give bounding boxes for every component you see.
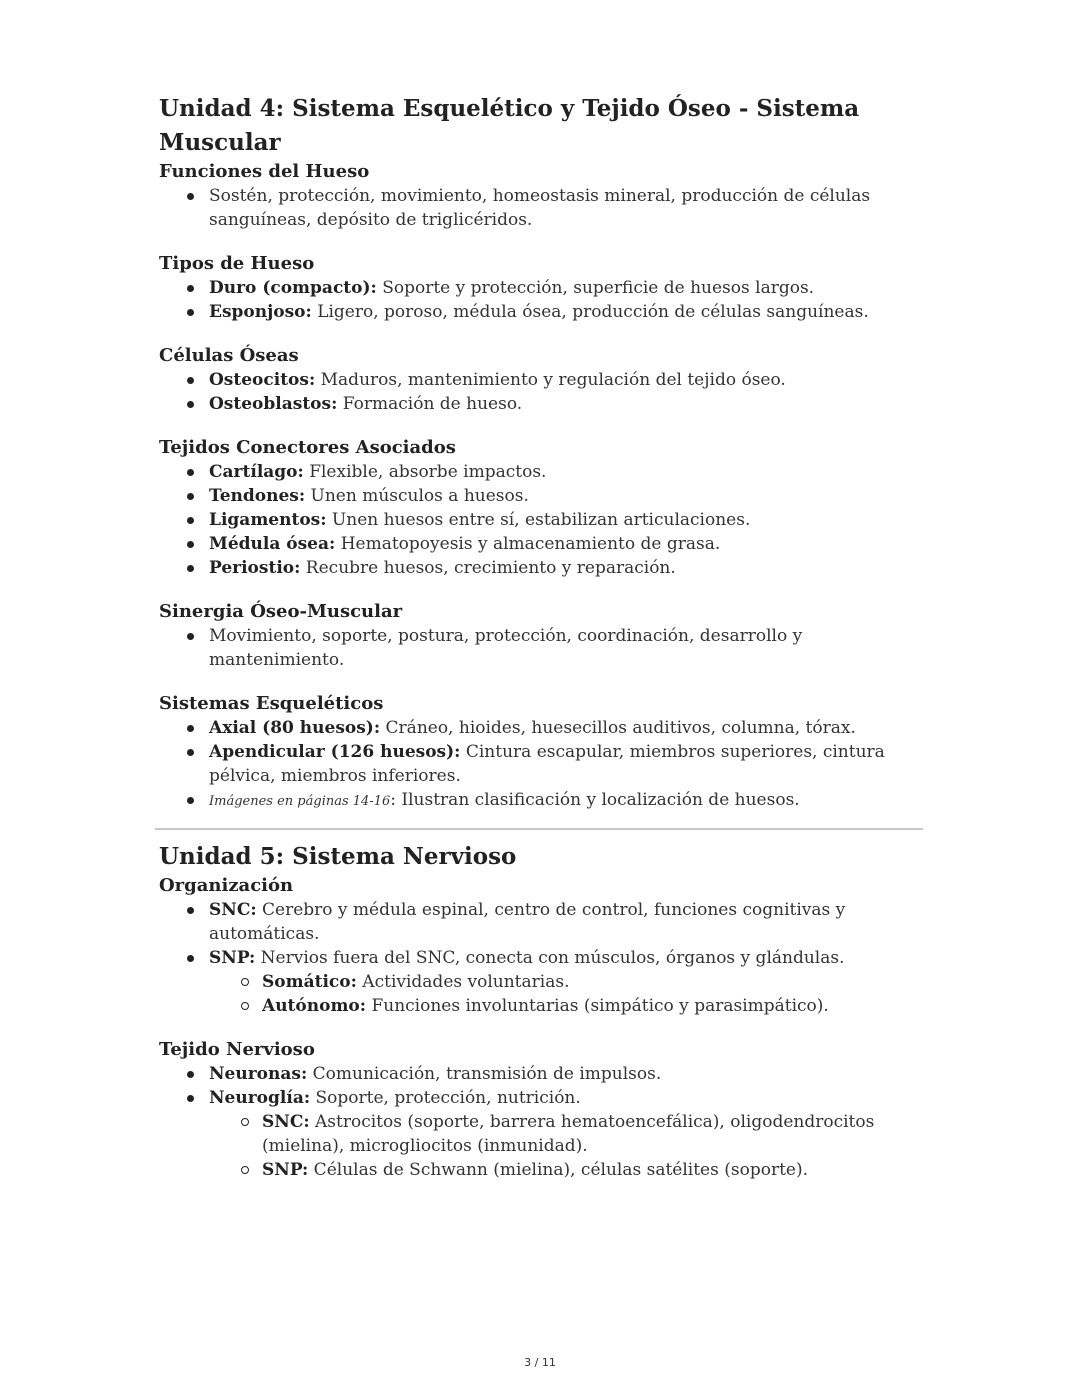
list-item: Imágenes en páginas 14-16: Ilustran clasificación y localización de huesos. bbox=[159, 788, 929, 814]
item-label: Médula ósea: bbox=[209, 534, 336, 554]
item-label: SNC: bbox=[209, 900, 257, 920]
celulas-list bbox=[159, 368, 929, 416]
list-item: Neuronas: Comunicación, transmisión de impulsos. bbox=[159, 1062, 929, 1086]
item-label: Tendones: bbox=[209, 486, 306, 506]
list-item: Apendicular (126 huesos): Cintura escapular, miembros superiores, cintura pélvica, miembros inferiores. bbox=[159, 740, 929, 788]
sub-list-item: SNC: Astrocitos (soporte, barrera hematoencefálica), oligodendrocitos (mielina), microgliocitos (inmunidad). bbox=[209, 1110, 929, 1158]
item-label: Somático: bbox=[262, 972, 357, 992]
sub-list-item: Somático: Actividades voluntarias. bbox=[209, 970, 929, 994]
section-heading-funciones: Funciones del Hueso bbox=[159, 161, 370, 182]
tejidos-list bbox=[159, 460, 929, 580]
item-label: Cartílago: bbox=[209, 462, 304, 482]
item-label: Neuroglía: bbox=[209, 1088, 311, 1108]
item-label: Esponjoso: bbox=[209, 302, 312, 322]
list-item: Axial (80 huesos): Cráneo, hioides, huesecillos auditivos, columna, tórax. bbox=[159, 716, 929, 740]
item-label: SNP: bbox=[209, 948, 256, 968]
item-label: Periostio: bbox=[209, 558, 301, 578]
page-number: 3 / 11 bbox=[524, 1356, 556, 1369]
sub-list-item: Autónomo: Funciones involuntarias (simpático y parasimpático). bbox=[209, 994, 929, 1018]
sinergia-list bbox=[159, 624, 929, 672]
item-label: Ligamentos: bbox=[209, 510, 327, 530]
item-label: Neuronas: bbox=[209, 1064, 308, 1084]
list-item: Osteoblastos: Formación de hueso. bbox=[159, 392, 929, 416]
unit5-title: Unidad 5: Sistema Nervioso bbox=[159, 843, 517, 870]
list-item: Neuroglía: Soporte, protección, nutrición. SNC: Astrocitos (soporte, barrera hematoencefálica), oligodendrocitos (mielina), microgliocitos (inmunidad). SNP: Células de Schwann (mielina), células satélites (soporte). bbox=[159, 1086, 929, 1182]
tejido-nervioso-list bbox=[159, 1062, 929, 1182]
list-item: Tendones: Unen músculos a huesos. bbox=[159, 484, 929, 508]
neuroglia-sublist bbox=[209, 1110, 929, 1182]
item-label: SNP: bbox=[262, 1160, 309, 1180]
item-label: Duro (compacto): bbox=[209, 278, 377, 298]
funciones-list bbox=[159, 184, 929, 232]
list-item: Sostén, protección, movimiento, homeostasis mineral, producción de células sanguíneas, depósito de triglicéridos. bbox=[159, 184, 929, 232]
list-item: Cartílago: Flexible, absorbe impactos. bbox=[159, 460, 929, 484]
item-label: Apendicular (126 huesos): bbox=[209, 742, 461, 762]
image-note: Imágenes en páginas 14-16 bbox=[209, 794, 391, 809]
section-heading-sistemas: Sistemas Esqueléticos bbox=[159, 693, 384, 714]
item-label: Autónomo: bbox=[262, 996, 367, 1016]
list-item: Ligamentos: Unen huesos entre sí, estabilizan articulaciones. bbox=[159, 508, 929, 532]
section-heading-tejido-nervioso: Tejido Nervioso bbox=[159, 1039, 315, 1060]
item-label: SNC: bbox=[262, 1112, 310, 1132]
section-heading-sinergia: Sinergia Óseo-Muscular bbox=[159, 601, 403, 622]
item-label: Osteocitos: bbox=[209, 370, 316, 390]
section-divider bbox=[155, 828, 923, 830]
section-heading-organizacion: Organización bbox=[159, 875, 294, 896]
list-item: Esponjoso: Ligero, poroso, médula ósea, producción de células sanguíneas. bbox=[159, 300, 929, 324]
list-item: SNC: Cerebro y médula espinal, centro de control, funciones cognitivas y automáticas. bbox=[159, 898, 929, 946]
sistemas-list bbox=[159, 716, 929, 814]
item-label: Osteoblastos: bbox=[209, 394, 338, 414]
section-heading-tejidos: Tejidos Conectores Asociados bbox=[159, 437, 456, 458]
section-heading-celulas: Células Óseas bbox=[159, 345, 299, 366]
sub-list-item: SNP: Células de Schwann (mielina), células satélites (soporte). bbox=[209, 1158, 929, 1182]
tipos-list bbox=[159, 276, 929, 324]
snp-sublist bbox=[209, 970, 929, 1018]
item-label: Axial (80 huesos): bbox=[209, 718, 381, 738]
section-heading-tipos: Tipos de Hueso bbox=[159, 253, 315, 274]
list-item: Duro (compacto): Soporte y protección, superficie de huesos largos. bbox=[159, 276, 929, 300]
unit4-title: Unidad 4: Sistema Esquelético y Tejido Óseo - Sistema Muscular bbox=[159, 95, 860, 156]
document-page bbox=[159, 92, 929, 1182]
list-item: Movimiento, soporte, postura, protección, coordinación, desarrollo y mantenimiento. bbox=[159, 624, 929, 672]
organizacion-list bbox=[159, 898, 929, 1018]
list-item: Médula ósea: Hematopoyesis y almacenamiento de grasa. bbox=[159, 532, 929, 556]
list-item: Osteocitos: Maduros, mantenimiento y regulación del tejido óseo. bbox=[159, 368, 929, 392]
list-item: Periostio: Recubre huesos, crecimiento y reparación. bbox=[159, 556, 929, 580]
list-item: SNP: Nervios fuera del SNC, conecta con músculos, órganos y glándulas. Somático: Actividades voluntarias. Autónomo: Funciones involuntarias (simpático y parasimpático). bbox=[159, 946, 929, 1018]
